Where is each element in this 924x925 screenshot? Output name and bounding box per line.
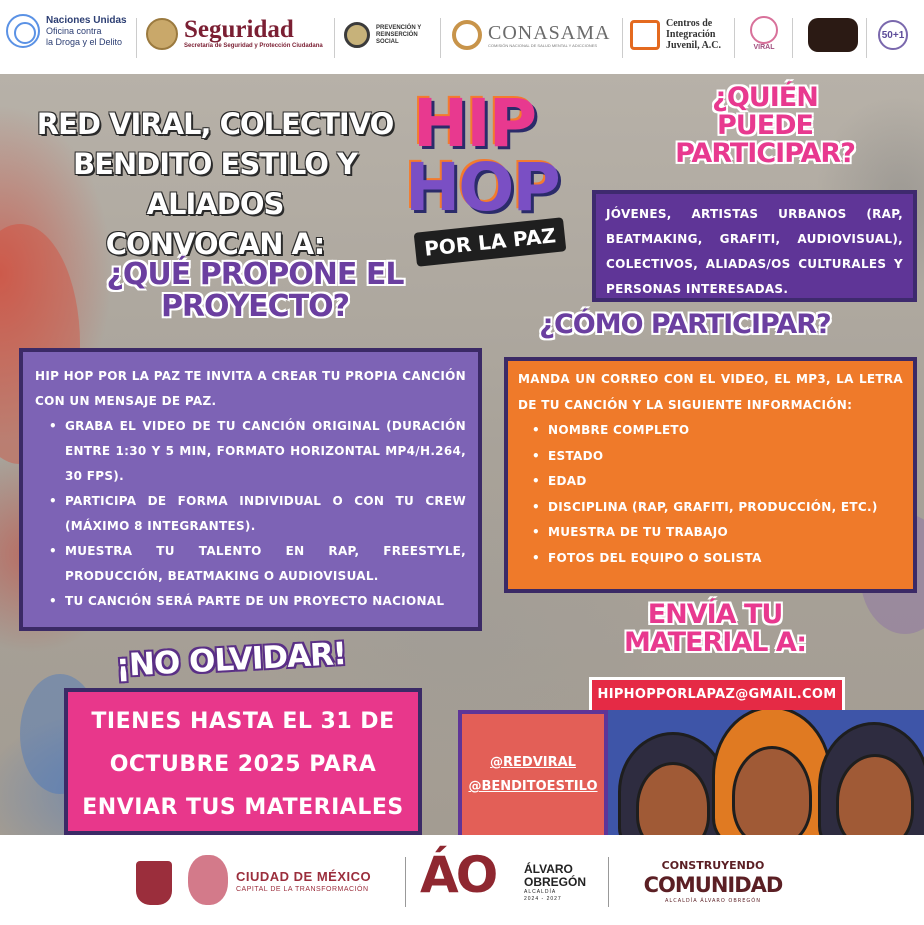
seguridad-logo: [146, 18, 323, 50]
seguridad-title: Seguridad: [184, 16, 294, 43]
deadline-line3: ENVIAR TUS MATERIALES: [82, 795, 404, 820]
conasama-title: CONASAMA: [488, 21, 611, 44]
logo-word-hop: HOP: [405, 149, 559, 226]
viral-icon: [750, 16, 778, 44]
alcaldia-line1: ÁLVARO: [524, 862, 573, 876]
who-title-line1: ¿QUIÉN: [712, 82, 818, 113]
alcaldia-sub: ALCALDÍA: [524, 889, 557, 895]
how-box: [504, 357, 917, 593]
un-globe-icon: [6, 14, 40, 48]
cdmx-logo: [236, 869, 371, 894]
rappers-illustration: [608, 710, 924, 835]
proposal-title-line2: PROYECTO?: [160, 289, 350, 324]
headline-line3: CONVOCAN A:: [105, 227, 325, 261]
cdmx-subtitle: CAPITAL DE LA TRANSFORMACIÓN: [236, 886, 369, 893]
government-logo-bar: [0, 835, 924, 925]
deadline-line1: TIENES HASTA EL 31 DE: [91, 709, 395, 734]
logo-divider: [334, 18, 335, 58]
social-handle-redviral[interactable]: @REDVIRAL: [490, 755, 576, 770]
list-item: • MUESTRA DE TU TRABAJO: [536, 520, 903, 546]
list-item: • TU CANCIÓN SERÁ PARTE DE UN PROYECTO NACIONAL: [53, 589, 466, 614]
un-line1: Naciones Unidas: [46, 14, 127, 26]
cij-line1: Centros de: [666, 18, 713, 29]
cij-line3: Juvenil, A.C.: [666, 40, 722, 51]
deadline-box: [64, 688, 422, 835]
who-box: [592, 190, 917, 302]
send-title: [600, 601, 830, 657]
how-title: ¿CÓMO PARTICIPAR?: [539, 309, 831, 340]
alcaldia-logo: [524, 863, 586, 903]
send-title-line2: MATERIAL A:: [623, 627, 807, 658]
headline: [30, 104, 400, 264]
un-line3: la Droga y el Delito: [46, 36, 123, 47]
who-title: [650, 84, 880, 168]
reminder-title: ¡NO OLVIDAR!: [115, 635, 347, 685]
social-handle-benditoestilo[interactable]: @BENDITOESTILO: [468, 779, 598, 794]
logo-divider: [734, 18, 735, 58]
list-item: • EDAD: [536, 469, 903, 495]
fifty-plus-one-logo: [878, 20, 908, 50]
conasama-icon: [452, 20, 482, 50]
cij-icon: [630, 20, 660, 50]
conasama-subtitle: COMISIÓN NACIONAL DE SALUD MENTAL Y ADICCIONES: [488, 42, 598, 48]
comunidad-small: CONSTRUYENDO: [661, 859, 765, 872]
logo-divider: [405, 857, 406, 907]
viral-text: VIRAL: [753, 44, 775, 51]
seguridad-subtitle: Secretaría de Seguridad y Protección Ciudadana: [184, 43, 323, 49]
who-title-line2: PUEDE: [716, 110, 813, 141]
logo-divider: [792, 18, 793, 58]
un-logo: [6, 14, 127, 48]
un-line2: Oficina contra: [46, 25, 102, 36]
logo-word-hip: HIP: [413, 85, 536, 162]
proposal-title-line1: ¿QUÉ PROPONE EL: [106, 257, 404, 292]
proposal-list: [35, 414, 466, 614]
cdmx-seal-icon: [136, 861, 172, 905]
comunidad-sub: ALCALDÍA ÁLVARO OBREGÓN: [665, 898, 761, 904]
headline-line1: RED VIRAL, COLECTIVO: [36, 107, 394, 141]
send-title-line1: ENVÍA TU: [647, 599, 783, 630]
partner-logo-bar: [0, 0, 924, 74]
list-item: • NOMBRE COMPLETO: [536, 418, 903, 444]
logo-divider: [622, 18, 623, 58]
deadline-line2: OCTUBRE 2025 PARA: [109, 752, 377, 777]
comunidad-big: COMUNIDAD: [643, 873, 783, 897]
how-intro: MANDA UN CORREO CON EL VIDEO, EL MP3, LA LETRA DE TU CANCIÓN Y LA SIGUIENTE INFORMACIÓN:: [518, 372, 903, 412]
prevencion-logo: [344, 22, 436, 48]
list-item: • FOTOS DEL EQUIPO O SOLISTA: [536, 546, 903, 572]
mexico-seal-icon: [146, 18, 178, 50]
who-title-line3: PARTICIPAR?: [675, 138, 855, 169]
prevencion-seal-icon: [344, 22, 370, 48]
proposal-box: [19, 348, 482, 631]
list-item: • ESTADO: [536, 444, 903, 470]
viral-logo: [750, 16, 778, 51]
hip-hop-por-la-paz-logo: [395, 85, 585, 279]
alcaldia-mark: ÁO: [420, 846, 496, 904]
cij-line2: Integración: [666, 29, 716, 40]
construyendo-comunidad-logo: [628, 859, 798, 905]
cij-logo: [630, 18, 721, 51]
conasama-logo: [452, 20, 610, 50]
poster: [0, 74, 924, 835]
alcaldia-line2: OBREGÓN: [524, 875, 587, 889]
bendito-estilo-icon: [808, 18, 858, 52]
logo-tagline: POR LA PAZ: [414, 217, 567, 266]
rapper-face: [732, 746, 812, 835]
proposal-title: [80, 259, 430, 323]
email-address[interactable]: HIPHOPPORLAPAZ@GMAIL.COM: [589, 677, 845, 713]
logo-divider: [136, 18, 137, 58]
proposal-intro: HIP HOP POR LA PAZ TE INVITA A CREAR TU PROPIA CANCIÓN CON UN MENSAJE DE PAZ.: [35, 369, 466, 408]
cdmx-title: CIUDAD DE MÉXICO: [236, 869, 372, 884]
social-handles: [458, 710, 608, 835]
alcaldia-years: 2024 - 2027: [524, 896, 562, 902]
logo-divider: [440, 18, 441, 58]
list-item: • PARTICIPA DE FORMA INDIVIDUAL O CON TU CREW (MÁXIMO 8 INTEGRANTES).: [53, 489, 466, 539]
prevencion-text: PREVENCIÓN Y REINSERCIÓN SOCIAL: [376, 24, 422, 45]
list-item: • MUESTRA TU TALENTO EN RAP, FREESTYLE, PRODUCCIÓN, BEATMAKING O AUDIOVISUAL.: [53, 539, 466, 589]
fifty-plus-one-text: 50+1: [878, 20, 908, 50]
list-item: • GRABA EL VIDEO DE TU CANCIÓN ORIGINAL (DURACIÓN ENTRE 1:30 Y 5 MIN, FORMATO HORIZONTAL MP4/H.264, 30 FPS).: [53, 414, 466, 489]
cdmx-flower-icon: [188, 855, 228, 905]
headline-line2: BENDITO ESTILO Y ALIADOS: [72, 147, 358, 221]
list-item: • DISCIPLINA (RAP, GRAFITI, PRODUCCIÓN, ETC.): [536, 495, 903, 521]
how-list: [518, 418, 903, 571]
bendito-estilo-logo: [808, 18, 858, 52]
logo-divider: [608, 857, 609, 907]
logo-divider: [866, 18, 867, 58]
who-body: JÓVENES, ARTISTAS URBANOS (RAP, BEATMAKING, GRAFITI, AUDIOVISUAL), COLECTIVOS, ALIADAS/OS CULTURALES Y PERSONAS INTERESADAS.: [606, 207, 903, 296]
